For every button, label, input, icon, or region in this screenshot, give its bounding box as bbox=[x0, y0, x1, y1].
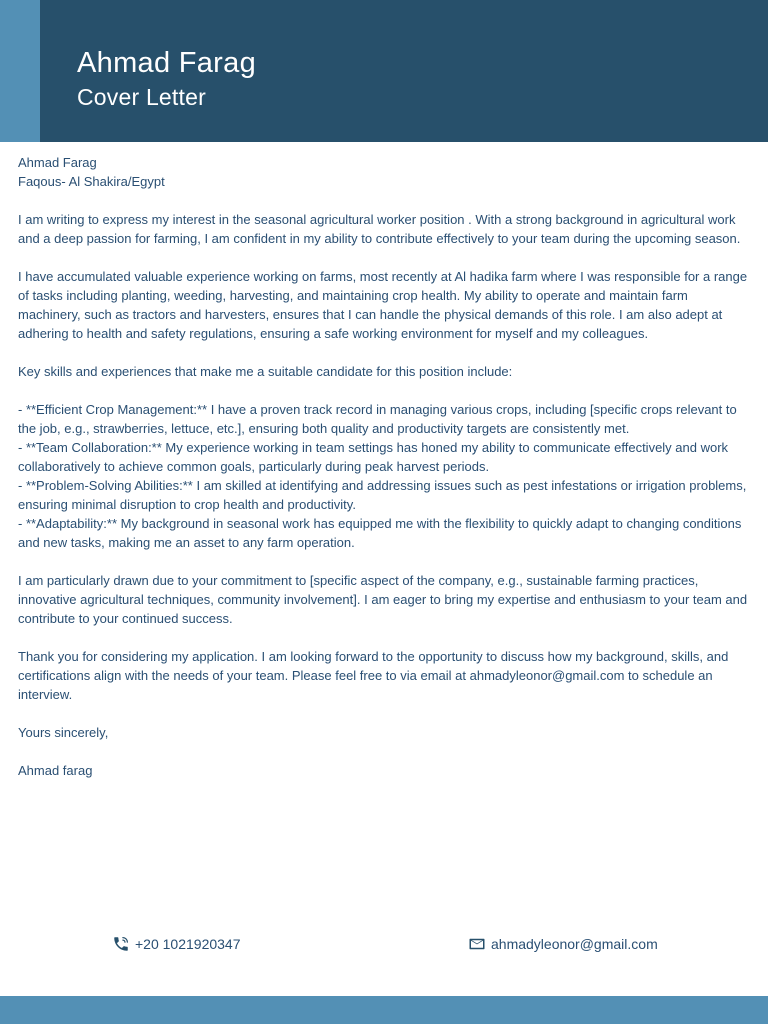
header-name: Ahmad Farag bbox=[77, 47, 256, 79]
company-interest-paragraph: I am particularly drawn due to your commitment to [specific aspect of the company, e.g., sustainable farming practices, innovative agricultural techniques, community involvement]. I am eager to bring my expertise and enthusiasm to your team and contribute to your continued success. bbox=[18, 573, 748, 626]
closing-paragraph: Thank you for considering my application. I am looking forward to the opportunity to discuss how my background, skills, and certifications align with the needs of your team. Please feel free to via email at ahmadyleonor@gmail.com to schedule an interview. bbox=[18, 649, 729, 702]
skill-item: - **Adaptability:** My background in seasonal work has equipped me with the flexibility to quickly adapt to changing conditions and new tasks, making me an asset to any farm operation. bbox=[18, 516, 742, 550]
skills-list bbox=[18, 400, 752, 552]
salutation: Yours sincerely, bbox=[18, 725, 109, 740]
skill-item: - **Team Collaboration:** My experience working in team settings has honed my ability to communicate effectively and work collaboratively to achieve common goals, particularly during peak harvest periods. bbox=[18, 440, 729, 474]
intro-paragraph: I am writing to express my interest in the seasonal agricultural worker position . With a strong background in agricultural work and a deep passion for farming, I am confident in my ability to contribute effectively to your team during the upcoming season. bbox=[18, 212, 741, 246]
header-subtitle: Cover Letter bbox=[77, 84, 206, 110]
contact-email[interactable] bbox=[468, 934, 658, 954]
sender-address: Faqous- Al Shakira/Egypt bbox=[18, 174, 165, 189]
experience-paragraph: I have accumulated valuable experience working on farms, most recently at Al hadika farm where I was responsible for a range of tasks including planting, weeding, harvesting, and maintaining crop health. My ability to operate and maintain farm machinery, such as tractors and harvesters, ensures that I can handle the physical demands of this role. I am also adept at adhering to health and safety regulations, ensuring a safe working environment for myself and my colleagues. bbox=[18, 269, 748, 341]
email-address: ahmadyleonor@gmail.com bbox=[491, 936, 658, 952]
footer-bar bbox=[0, 996, 768, 1024]
phone-number: +20 1021920347 bbox=[135, 936, 241, 952]
header-banner bbox=[0, 0, 768, 142]
skill-item: - **Problem-Solving Abilities:** I am skilled at identifying and addressing issues such as pest infestations or irrigation problems, ensuring minimal disruption to crop health and productivity. bbox=[18, 478, 747, 512]
signature: Ahmad farag bbox=[18, 763, 93, 778]
skills-intro: Key skills and experiences that make me a suitable candidate for this position include: bbox=[18, 364, 513, 379]
letter-body bbox=[18, 153, 752, 780]
sender-name: Ahmad Farag bbox=[18, 155, 97, 170]
contact-phone[interactable] bbox=[112, 934, 241, 954]
header-accent-stripe bbox=[0, 0, 40, 142]
envelope-icon bbox=[468, 935, 486, 953]
phone-icon bbox=[112, 935, 130, 953]
skill-item: - **Efficient Crop Management:** I have a proven track record in managing various crops, including [specific crops relevant to the job, e.g., strawberries, lettuce, etc.], ensuring both quality and productivity targets are consistently met. bbox=[18, 402, 737, 436]
sender-block bbox=[18, 153, 752, 191]
